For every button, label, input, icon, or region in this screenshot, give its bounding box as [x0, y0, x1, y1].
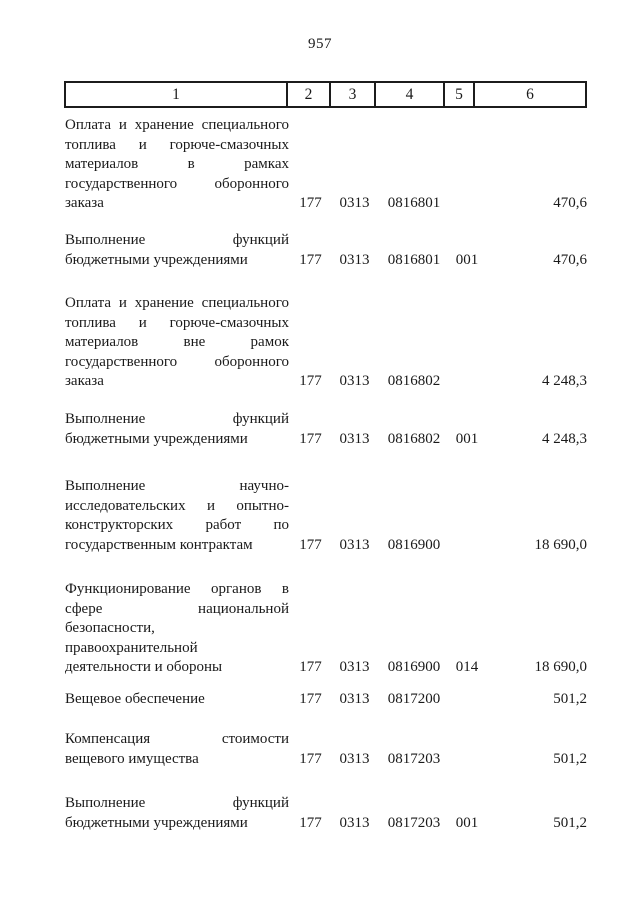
- text-line: Вещевое обеспечение: [65, 691, 205, 707]
- col2-value: 177: [299, 430, 322, 447]
- header-cell-3: 3: [331, 83, 376, 106]
- col4-value: 0817203: [387, 814, 441, 831]
- col4-value: 0817200: [387, 691, 441, 707]
- text-line: Функционирование органов в: [65, 581, 289, 597]
- col3-value: 0313: [339, 430, 370, 447]
- header-cell-1: 1: [66, 83, 288, 106]
- text-line: деятельности и обороны: [65, 659, 223, 675]
- col2-value: 177: [299, 195, 322, 211]
- text-line: Выполнение научно-: [65, 478, 289, 494]
- col3-value: 0313: [339, 814, 370, 831]
- row-name-cell: [65, 730, 289, 769]
- table-header-row: [64, 81, 587, 108]
- col6-amount: 501,2: [553, 750, 587, 767]
- text-line: Выполнение функций: [65, 232, 289, 248]
- text-line: Выполнение функций: [65, 795, 289, 811]
- text-line: заказа: [65, 195, 104, 211]
- col6-amount: 4 248,3: [542, 373, 587, 389]
- row-name-cell: [65, 794, 289, 833]
- header-cell-6: 6: [526, 85, 534, 103]
- col4-value: 0816900: [387, 536, 441, 553]
- col4-value: 0816801: [387, 251, 441, 268]
- table-row: [65, 231, 587, 270]
- col3-value: 0313: [339, 536, 370, 553]
- text-line: вещевого имущества: [65, 750, 199, 767]
- col6-amount: 470,6: [553, 195, 587, 211]
- text-line: безопасности,: [65, 620, 155, 636]
- text-line: государственного оборонного: [65, 353, 289, 370]
- col4-value: 0816900: [387, 659, 441, 675]
- row-name-cell: [65, 690, 289, 710]
- text-line: государственным контрактам: [65, 536, 253, 553]
- header-cell-4: 4: [376, 83, 445, 106]
- col4-value: 0816802: [387, 430, 441, 447]
- col3-value: 0313: [339, 659, 370, 675]
- col2-value: 177: [299, 373, 322, 389]
- text-line: бюджетными учреждениями: [65, 430, 248, 447]
- text-line: Оплата и хранение специального: [65, 117, 289, 133]
- col2-value: 177: [299, 536, 322, 553]
- text-line: государственного оборонного: [65, 175, 289, 192]
- col3-value: 0313: [339, 195, 370, 211]
- text-line: материалов вне рамок: [65, 334, 289, 350]
- col2-value: 177: [299, 814, 322, 831]
- col5-value: 001: [455, 814, 479, 831]
- col5-value: 001: [455, 430, 479, 447]
- col6-amount: 18 690,0: [534, 659, 587, 675]
- table-row: [65, 580, 587, 678]
- col6-amount: 501,2: [553, 691, 587, 707]
- table-row: [65, 410, 587, 449]
- page-number: 957: [308, 36, 332, 52]
- col3-value: 0313: [339, 251, 370, 268]
- col6-amount: 501,2: [553, 814, 587, 831]
- text-line: Выполнение функций: [65, 411, 289, 427]
- text-line: топлива и горюче-смазочных: [65, 136, 289, 153]
- col6-amount: 4 248,3: [542, 430, 587, 447]
- col4-value: 0816801: [387, 195, 441, 211]
- text-line: Оплата и хранение специального: [65, 295, 289, 311]
- table-row: [65, 477, 587, 555]
- row-name-cell: [65, 580, 289, 678]
- col5-value: 001: [455, 251, 479, 268]
- table-row: [65, 294, 587, 392]
- text-line: заказа: [65, 373, 104, 389]
- row-name-cell: [65, 231, 289, 270]
- table-row: [65, 690, 587, 710]
- row-name-cell: [65, 477, 289, 555]
- col4-value: 0817203: [387, 750, 441, 767]
- table-row: [65, 730, 587, 769]
- text-line: бюджетными учреждениями: [65, 251, 248, 268]
- col4-value: 0816802: [387, 373, 441, 389]
- col6-amount: 470,6: [553, 251, 587, 268]
- row-name-cell: [65, 294, 289, 392]
- col2-value: 177: [299, 659, 322, 675]
- col3-value: 0313: [339, 373, 370, 389]
- table-row: [65, 116, 587, 214]
- header-cell-5: 5: [445, 83, 475, 106]
- text-line: бюджетными учреждениями: [65, 814, 248, 831]
- row-name-cell: [65, 410, 289, 449]
- col2-value: 177: [299, 691, 322, 707]
- row-name-cell: [65, 116, 289, 214]
- text-line: конструкторских работ по: [65, 517, 289, 533]
- text-line: исследовательских и опытно-: [65, 497, 289, 514]
- text-line: Компенсация стоимости: [65, 731, 289, 747]
- header-cell-2: 2: [288, 83, 331, 106]
- col5-value: 014: [455, 659, 479, 675]
- table-row: [65, 794, 587, 833]
- text-line: материалов в рамках: [65, 156, 289, 172]
- col2-value: 177: [299, 750, 322, 767]
- col6-amount: 18 690,0: [534, 536, 587, 553]
- text-line: топлива и горюче-смазочных: [65, 314, 289, 331]
- col3-value: 0313: [339, 691, 370, 707]
- text-line: правоохранительной: [65, 639, 198, 656]
- text-line: сфере национальной: [65, 600, 289, 617]
- col3-value: 0313: [339, 750, 370, 767]
- col2-value: 177: [299, 251, 322, 268]
